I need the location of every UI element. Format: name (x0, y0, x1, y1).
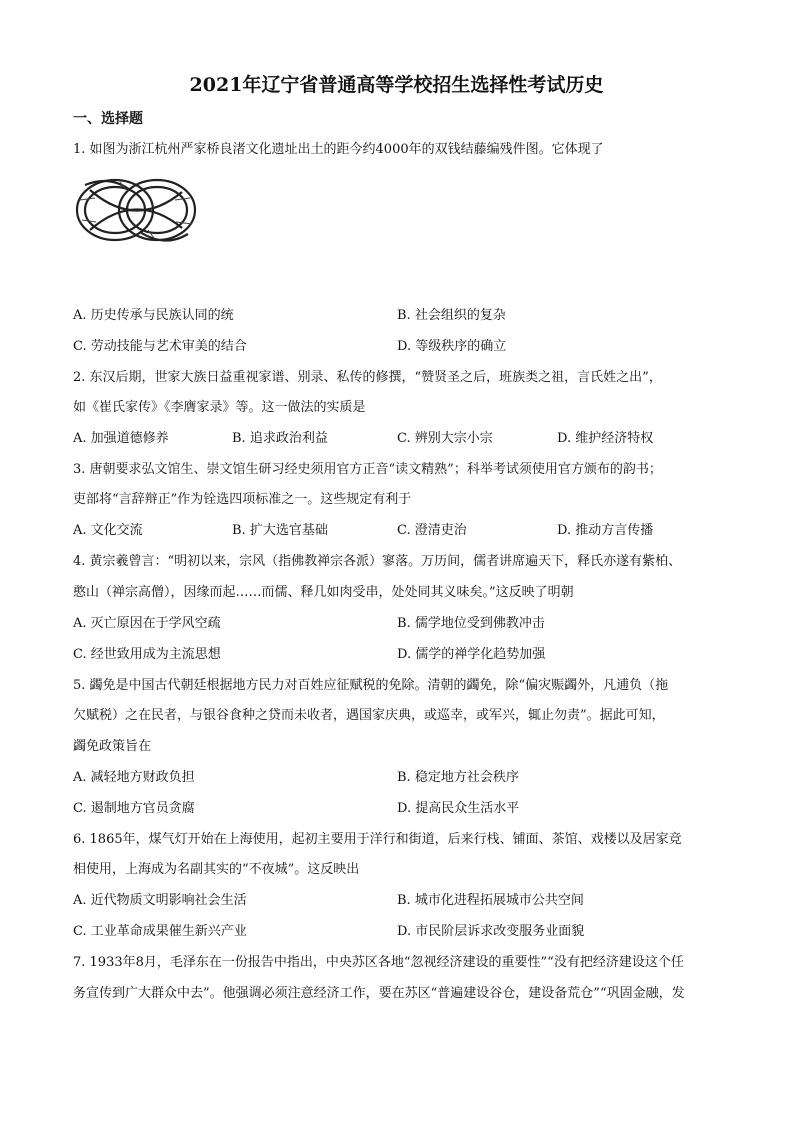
q6-option-d: D. 市民阶层诉求改变服务业面貌 (397, 924, 585, 939)
question-5-text: 欠赋税）之在民者，与银谷食种之贷而未收者，遇国家庆典，或巡幸，或军兴，辄止勿责”。据此可知， (73, 708, 665, 723)
q5-option-a: A. 减轻地方财政负担 (73, 770, 195, 785)
q4-option-b: B. 儒学地位受到佛教冲击 (397, 616, 545, 631)
q5-option-d: D. 提高民众生活水平 (397, 801, 520, 816)
q4-option-c: C. 经世致用成为主流思想 (73, 647, 221, 662)
question-3-text: 3. 唐朝要求弘文馆生、崇文馆生研习经史须用官方正音“读文精熟”；科举考试须使用官方颁布的韵书； (73, 462, 662, 477)
question-4-text: 憨山（禅宗高僧），因缘而起……而儒、释几如肉受串，处处同其义味矣。”这反映了明朝 (73, 585, 574, 600)
q1-option-d: D. 等级秩序的确立 (397, 339, 507, 354)
q4-option-a: A. 灭亡原因在于学风空疏 (73, 616, 221, 631)
page-title: 2021年辽宁省普通高等学校招生选择性考试历史 (189, 74, 604, 96)
q3-option-c: C. 澄清吏治 (397, 523, 467, 538)
q1-option-b: B. 社会组织的复杂 (397, 308, 506, 323)
q3-option-a: A. 文化交流 (73, 523, 143, 538)
question-2-text: 2. 东汉后期，世家大族日益重视家谱、别录、私传的修撰，“赞贤圣之后，班族类之祖，言氏姓之出”， (73, 370, 662, 385)
question-1-text: 1. 如图为浙江杭州严家桥良渚文化遗址出土的距今约4000年的双钱结藤编残件图。它体现了 (73, 142, 604, 157)
q4-option-d: D. 儒学的禅学化趋势加强 (397, 647, 546, 662)
q1-option-c: C. 劳动技能与艺术审美的结合 (73, 339, 247, 354)
question-5-text: 蠲免政策旨在 (73, 739, 152, 754)
question-4-text: 4. 黄宗羲曾言：“明初以来，宗风（指佛教禅宗各派）寥落。万历间，儒者讲席遍天下，释氏亦遂有紫柏、 (73, 554, 682, 569)
question-5-text: 5. 蠲免是中国古代朝廷根据地方民力对百姓应征赋税的免除。清朝的蠲免，除“偏灾赈蠲外，凡逋负（拖 (73, 678, 669, 693)
q5-option-b: B. 稳定地方社会秩序 (397, 770, 519, 785)
question-2-text: 如《崔氏家传》《李膺家录》等。这一做法的实质是 (73, 400, 366, 415)
q2-option-b: B. 追求政治利益 (232, 431, 328, 446)
q3-option-b: B. 扩大选官基础 (232, 523, 328, 538)
q6-option-b: B. 城市化进程拓展城市公共空间 (397, 893, 584, 908)
q6-option-c: C. 工业革命成果催生新兴产业 (73, 924, 247, 939)
q1-option-a: A. 历史传承与民族认同的统 (73, 308, 234, 323)
question-6-text: 相使用，上海成为名副其实的“不夜城”。这反映出 (73, 862, 360, 877)
q3-option-d: D. 推动方言传播 (557, 523, 654, 538)
question-3-text: 吏部将“言辞辩正”作为铨选四项标准之一。这些规定有利于 (73, 492, 412, 507)
section-heading: 一、选择题 (73, 111, 143, 127)
q6-option-a: A. 近代物质文明影响社会生活 (73, 893, 247, 908)
q2-option-c: C. 辨别大宗小宗 (397, 431, 493, 446)
q2-option-d: D. 维护经济特权 (557, 431, 654, 446)
rattan-knot-image (70, 170, 202, 250)
question-7-text: 务宣传到广大群众中去”。他强调必须注意经济工作，要在苏区“普遍建设谷仓，建设备荒仓”“巩固金融，发 (73, 986, 685, 1001)
question-6-text: 6. 1865年，煤气灯开始在上海使用，起初主要用于洋行和街道，后来行栈、铺面、茶馆、戏楼以及居家竞 (73, 832, 682, 847)
q5-option-c: C. 遏制地方官员贪腐 (73, 801, 195, 816)
question-7-text: 7. 1933年8月，毛泽东在一份报告中指出，中央苏区各地“忽视经济建设的重要性”“没有把经济建设这个任 (73, 955, 684, 970)
q2-option-a: A. 加强道德修养 (73, 431, 169, 446)
